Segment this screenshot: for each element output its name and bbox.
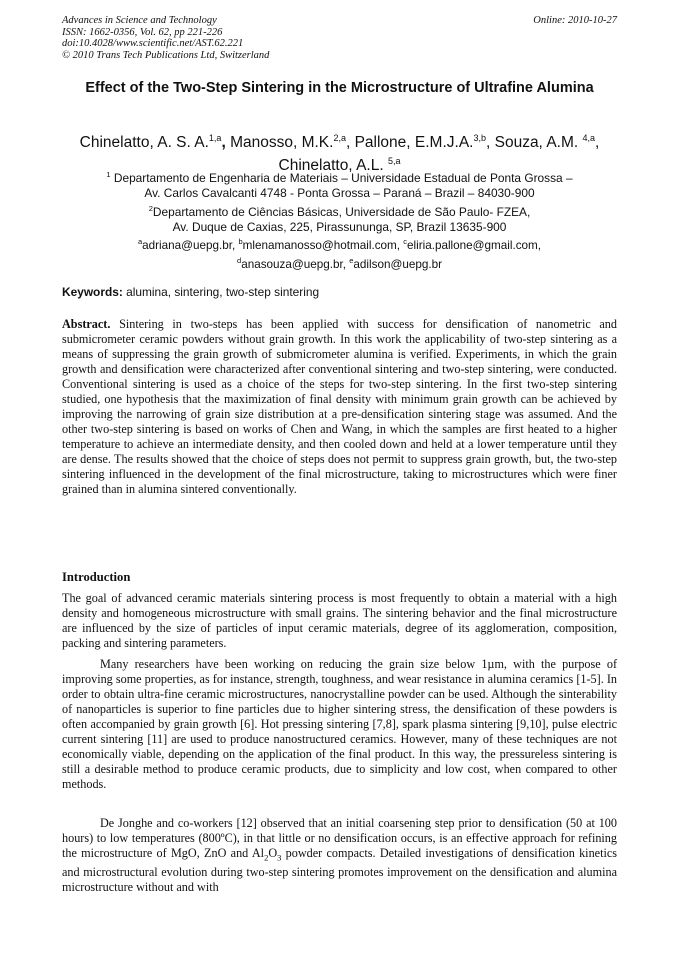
keywords-text: alumina, sintering, two-step sintering	[122, 285, 320, 299]
paragraph-text: O	[268, 846, 278, 860]
keywords	[62, 285, 617, 300]
author-separator: ,	[595, 134, 600, 152]
affiliation-sup: 1	[106, 170, 111, 179]
email-line-1	[62, 234, 617, 253]
author-name: Souza, A.M.	[494, 134, 583, 152]
author-name: Chinelatto, A. S. A.	[79, 134, 209, 152]
paper-title: Effect of the Two-Step Sintering in the Microstructure of Ultrafine Alumina	[85, 80, 594, 96]
online-date: Online: 2010-10-27	[533, 15, 617, 26]
email-link[interactable]: anasouza@uepg.br,	[241, 257, 350, 271]
author-separator: ,	[221, 134, 231, 152]
email-list	[62, 234, 617, 272]
email-link[interactable]: adilson@uepg.br	[353, 257, 442, 271]
author-name: Manosso, M.K.	[230, 134, 334, 152]
intro-paragraph-3	[62, 816, 617, 895]
subscript: 2	[264, 852, 269, 863]
email-link[interactable]: mlenamanosso@hotmail.com,	[242, 238, 404, 252]
email-sup: e	[349, 255, 354, 265]
abstract	[62, 317, 617, 497]
doi-line: doi:10.4028/www.scientific.net/AST.62.221	[62, 38, 244, 50]
author-sup: 4,a	[582, 133, 596, 143]
subscript: 3	[277, 852, 282, 863]
affiliation-text: Departamento de Ciências Básicas, Universidade de São Paulo- FZEA,	[152, 204, 531, 219]
email-sup: d	[237, 255, 242, 265]
author-sup: 2,a	[333, 133, 346, 143]
affiliation-text: Departamento de Engenharia de Materiais – Universidade Estadual de Ponta Grossa –	[110, 170, 573, 185]
author-name: Chinelatto, A.L.	[278, 157, 388, 175]
author-separator: ,	[485, 134, 495, 152]
journal-name: Advances in Science and Technology	[62, 15, 217, 26]
paragraph-text: De Jonghe and co-workers [12] observed that an initial coarsening step prior to densification (50 at 100 hours) to low temperatures (800ºC), in that little or no densification occurs, is an effective approach for refining the microstructure of MgO, ZnO and Al	[62, 816, 617, 860]
abstract-label: Abstract.	[62, 317, 111, 331]
running-header	[62, 15, 617, 61]
author-separator: ,	[345, 134, 355, 152]
email-link[interactable]: eliria.pallone@gmail.com,	[407, 238, 542, 252]
intro-paragraph-2: Many researchers have been working on reducing the grain size below 1µm, with the purpose of improving some properties, as for instance, strength, toughness, and wear resistance in alumina ceramics [1-5]. In order to obtain ultra-fine ceramic microstructures, nanocrystalline powder can be used. Although the sinterability of nanoparticles is superior to fine particles due to higher sintering stress, the densification of these powders is often accompanied by grain growth [6]. Hot pressing sintering [7,8], spark plasma sintering [9,10], pulse electric current sintering [11] are used to produce nanostructured ceramics. However, many of these techniques are not economically viable, depending on the application of the final product. In this way, the pressureless sintering is still a desirable method to produce ceramic products, due to simplicity and low cost, when compared to other methods.	[62, 657, 617, 791]
keywords-label: Keywords:	[62, 285, 123, 299]
author-sup: 3,b	[473, 133, 486, 143]
affiliation-sup: 2	[148, 203, 153, 213]
author-sup: 1,a	[208, 133, 222, 143]
intro-paragraph-1: The goal of advanced ceramic materials sintering process is most frequently to obtain a material with a high density and homogeneous microstructure with small grains. The sintering behavior and the final microstructure are influenced by the size of particles of input ceramic materials, degree of its agglomeration, composition, packing and sintering parameters.	[62, 591, 617, 650]
author-name: Pallone, E.M.J.A.	[354, 134, 474, 152]
email-sup: b	[238, 237, 243, 246]
issn-line: ISSN: 1662-0356, Vol. 62, pp 221-226	[62, 26, 223, 38]
email-link[interactable]: adriana@uepg.br,	[142, 238, 239, 252]
affiliation-2-line-2: Av. Duque de Caxias, 225, Pirassununga, SP, Brazil 13635-900	[172, 219, 507, 234]
email-sup: c	[403, 237, 408, 246]
affiliations	[62, 167, 617, 235]
paragraph-text: powder compacts. Detailed investigations of densification kinetics and microstructural evolution during two-step sintering promotes improvement on the densification and alumina microstructure without and with	[62, 846, 617, 895]
abstract-text: Sintering in two-steps has been applied with success for densification of nanometric and submicrometer ceramic powders without grain growth. In this work the applicability of two-step sintering as a means of suppressing the grain growth of submicrometer alumina is verified. Experiments, in which the grain growth and densification were characterized after conventional sintering and two-step sintering, were conducted. Conventional sintering is used as a choice of the steps for two-step sintering. In the first two-step sintering studied, one hypothesis that the maximization of final density with minimum grain growth can be achieved by improving the narrowing of grain size distribution at a pre-densification sintering stage was assumed. And the other two-step sintering is based on works of Chen and Wang, in which the samples are first heated to a higher temperature to achieve an intermediate density, and then cooled down and held at a lower temperature until they are dense. The results showed that the choice of steps does not permit to suppress grain growth, but, the two-step sintering influenced in the development of the final microstructure, taking to microstructures which were finer grained than in alumina sintered conventionally.	[62, 317, 617, 496]
email-line-2	[62, 253, 617, 272]
affiliation-2-line-1	[62, 201, 617, 220]
copyright-line: © 2010 Trans Tech Publications Ltd, Switzerland	[62, 49, 270, 61]
affiliation-1-line-2: Av. Carlos Cavalcanti 4748 - Ponta Grossa – Paraná – Brazil – 84030-900	[144, 185, 535, 200]
affiliation-1-line-1	[62, 167, 617, 186]
section-heading-introduction: Introduction	[62, 570, 131, 584]
author-sup: 5,a	[387, 156, 401, 167]
email-sup: a	[137, 237, 143, 246]
